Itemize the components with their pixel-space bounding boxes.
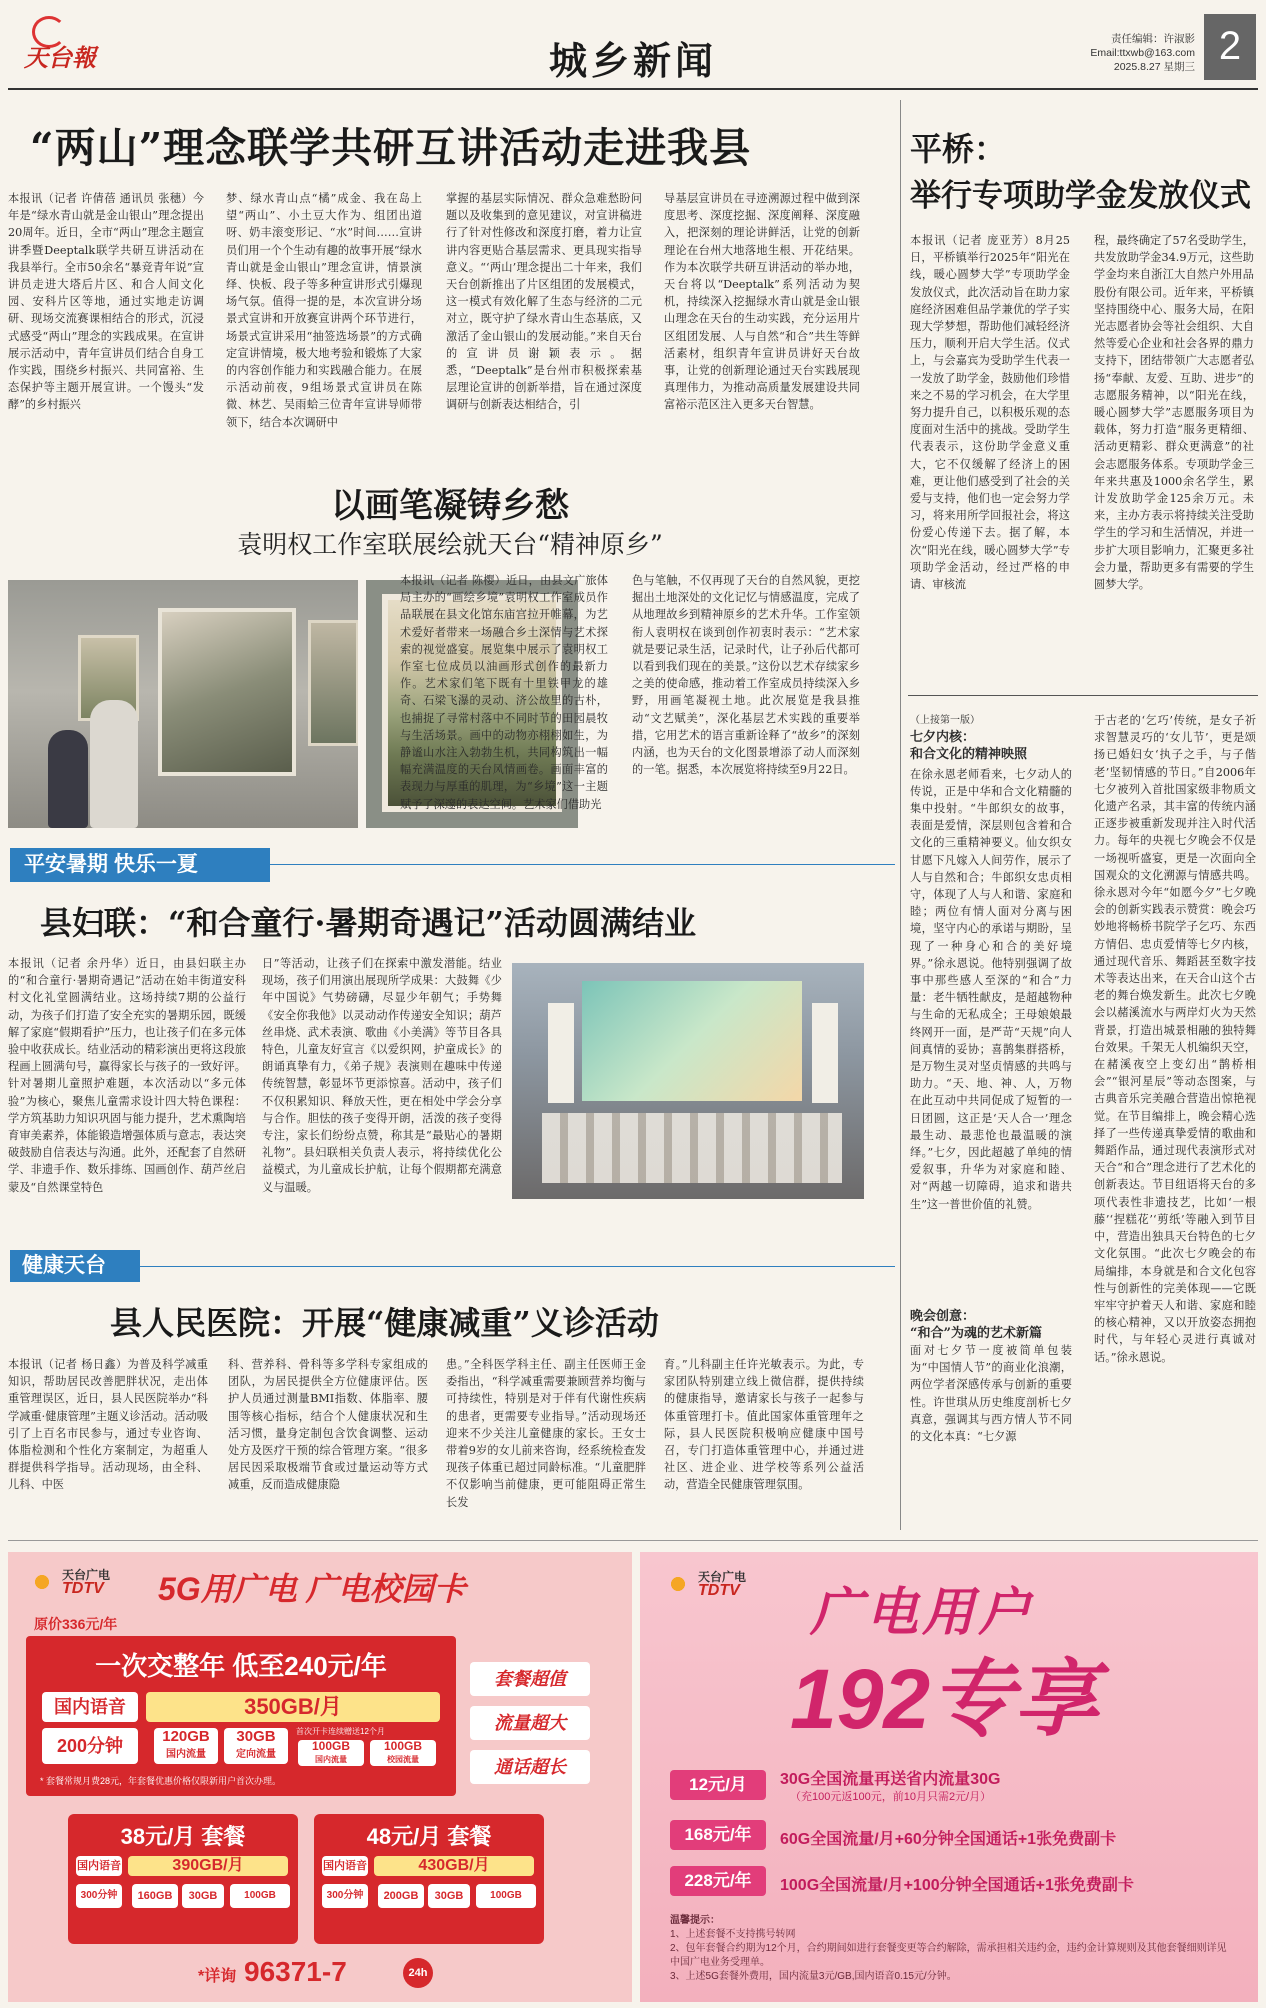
- bonus2: [370, 1740, 436, 1766]
- ad-left-original-price: 原价336元/年: [34, 1616, 118, 1632]
- subhead-qixi-core-b: 和合文化的精神映照: [910, 747, 1028, 763]
- article6-col3: 患。”全科医学科主任、副主任医师王金委指出，“科学减重需要兼顾营养均衡与可持续性，特别是对于伴有代谢性疾病的患者，更需要专业指导。”活动现场还迎来不少关注儿童健康的家长。王女士带着9岁的女儿前来咨询，经系统检查发现孩子体重已超过同龄标准。“儿童肥胖不仅影响当前健康，更可能阻碍正常生长发: [446, 1358, 646, 1509]
- ad-left-main-offer: 一次交整年 低至240元/年: [95, 1651, 387, 1681]
- article2-headline: 平桥：: [910, 130, 1007, 168]
- offer-row-1: [670, 1762, 1230, 1808]
- ad-right-brand: [664, 1566, 784, 1606]
- subhead-gala-b: “和合”为魂的艺术新篇: [910, 1325, 1042, 1341]
- hours-24-icon: 24h: [403, 1958, 433, 1988]
- article6-col2: 科、营养科、骨科等多学科专家组成的团队，为居民提供全方位健康评估。医护人员通过测量BMI指数、体脂率、腰围等核心指标，结合个人健康状况和生活习惯，量身定制包含饮食调整、运动处方及医疗干预的综合管理方案。“很多居民因采取极端节食或过量运动等方式减重，反而造成健康隐: [228, 1358, 428, 1492]
- performers-row: [542, 1113, 842, 1183]
- logo-text: 天台報: [24, 43, 96, 72]
- article2-bottom-rule: [908, 695, 1258, 696]
- masthead: [0, 0, 1266, 92]
- ad-left-brand-logo: TDTV: [62, 1580, 104, 1597]
- ad-right-brand-logo: TDTV: [698, 1582, 740, 1599]
- bonus-note: 首次开卡连续赠送12个月: [296, 1727, 385, 1736]
- masthead-info: [1075, 32, 1195, 74]
- ad-left-brand: [28, 1564, 148, 1604]
- plan48-title: 48元/月 套餐: [366, 1824, 492, 1849]
- plan48-voice: 300分钟: [322, 1884, 368, 1908]
- offer-3-desc: 100G全国流量/月+100分钟全国通话+1张免费副卡: [780, 1877, 1134, 1894]
- ad-right-title: 广电用户: [810, 1584, 1035, 1642]
- article6-headline: 县人民医院：开展“健康减重”义诊活动: [110, 1304, 659, 1342]
- plan48-card: [314, 1814, 544, 1944]
- notes-title: 温馨提示：: [670, 1915, 720, 1926]
- plan38-voice: 300分钟: [76, 1884, 122, 1908]
- article1-headline: “两山”理念联学共研互讲活动走进我县: [30, 124, 752, 172]
- ad-192-exclusive: [640, 1552, 1258, 2002]
- note-3: 3、上述5G套餐外费用，国内流量3元/GB,国内语音0.15元/分钟。: [670, 1971, 957, 1982]
- article1-col1: 本报讯（记者 许倩蓓 通讯员 张穗）今年是“绿水青山就是金山银山”理念提出20周年。近日，全市“两山”理念主题宣讲季暨Deeptalk联学共研互讲活动在我县举行。全市50余名“暴竞青年说”宣讲员走进大塔后片区、和合人间文化园、安科片区等地，通过实地走访调研、现场交流赛课相结合的形式，沉浸式感受“两山”理念的实践成果。在宣讲展示活动中，青年宣讲员们结合自身工作实践，围绕乡村振兴、共同富裕、生态保护等主题开展宣讲。一个馒头“发酵”的乡村振兴: [8, 192, 204, 412]
- subhead-gala: 晚会创意：: [910, 1308, 976, 1324]
- plan48-d1: 200GB: [378, 1884, 424, 1908]
- data1-value: 120GB: [162, 1728, 210, 1745]
- big-data-label: 350GB/月: [146, 1692, 440, 1722]
- gallery-photo: [8, 580, 358, 828]
- data2-label: 定向流量: [236, 1749, 276, 1760]
- hotline-number: 96371-7: [244, 1956, 347, 1987]
- offer-2-price: 168元/年: [670, 1820, 766, 1850]
- subhead-qixi-core: 七夕内核：: [910, 730, 976, 746]
- note-1: 1、上述套餐不支持携号转网: [670, 1929, 796, 1940]
- ad-left-small-note: * 套餐常规月费28元，年套餐优惠价格仅限新用户首次办理。: [40, 1776, 282, 1786]
- painting-right: [308, 620, 358, 746]
- ad-left-main-panel: [26, 1636, 456, 1796]
- ad-campus-card: [8, 1552, 632, 2002]
- masthead-rule: [8, 88, 1258, 90]
- health-rule: [140, 1266, 895, 1267]
- article6-col1: 本报讯（记者 杨日鑫）为普及科学减重知识，帮助居民改善肥胖状况，走出体重管理误区，近日，县人民医院举办“科学减重·健康管理”主题义诊活动。活动吸引了上百名市民参与，通过专业咨询、体脂检测和个性化方案制定，为超重人群提供科学指导。活动现场，由全科、儿科、中医: [8, 1358, 208, 1492]
- hotline-label: *详询: [198, 1968, 237, 1985]
- article2-col1: 本报讯（记者 庞亚芳）8月25日，平桥镇举行2025年“阳光在线，暖心圆梦大学”专项助学金发放仪式，此次活动旨在助力家庭经济困难但品学兼优的学子实现大学梦想，帮助他们减轻经济压力，顺利开启大学生活。仪式上，与会嘉宾为受助学生代表一一发放了助学金，鼓励他们珍惜来之不易的学习机会，在大学里努力提升自己，以积极乐观的态度面对生活中的挑战。受助学生代表表示，这份助学金意义重大，它不仅缓解了经济上的困难，更让他们感受到了社会的关爱与支持，他们也一定会努力学习，将来用所学回报社会，将这份爱心传递下去。据了解，本次“阳光在线，暖心圆梦大学”专项助学金活动，经过严格的申请、审核流: [910, 234, 1070, 592]
- note-2: 2、包年套餐合约期为12个月，合约期间如进行套餐变更等合约解除，需承担相关违约金，违约金计算规则及其他套餐细则详见中国广电业务受理单。: [670, 1943, 1227, 1968]
- hotline: [198, 1956, 347, 1988]
- article5-headline: 县妇联：“和合童行·暑期奇遇记”活动圆满结业: [40, 904, 696, 942]
- offer-row-2: [670, 1814, 1230, 1854]
- ads-top-rule: [8, 1540, 1258, 1541]
- data1: [154, 1728, 218, 1764]
- article3-subhead: 袁明权工作室联展绘就天台“精神原乡”: [237, 530, 663, 559]
- page-number: 2: [1204, 14, 1256, 80]
- article4-col2: 于古老的‘乞巧’传统，是女子祈求智慧灵巧的‘女儿节’，更是颂扬已婚妇女‘执子之手，与子偕老’坚韧情感的节日。”自2006年七夕被列入首批国家级非物质文化遗产名录，其丰富的传统内涵正逐步被重新发现并注入时代活力。每年的央视七夕晚会不仅是一场视听盛宴，更是一次面向全国观众的文化溯源与情感共鸣。徐永恩对今年“如愿今夕”七夕晚会的创新实践表示赞赏：晚会巧妙地将畅桥书院学子乞巧、东西方情侣、忠贞爱情等七夕内核，通过现代音乐、舞蹈甚至数字技术等表达出来，在天合山这个古老的舞台焕发新生。此次七夕晚会以赭溪流水与两岸灯火为天然背景，打造出城景相融的独特舞台效果。千架无人机编织天空，在赭溪夜空上变幻出“鹊桥相会”“银河星辰”等动态图案，与古典音乐完美融合营造出惊艳视觉。在节目编排上，晚会精心选择了一些传递真挚爱情的歌曲和舞蹈作品，通过现代表演形式对天合“和合”理念进行了艺术化的创新表达。节目纽语将天台的多项代表性非遗技艺，比如‘一根藤’‘捏糕花’‘剪纸’等融入到节目中，营造出独具天台特色的七夕文化氛围。“此次七夕晚会的布局编排，本身就是和合文化包容性与创新性的完美体现——它既牢牢守护着天人和谐、家庭和睦的核心精神，又以开放姿态拥抱时代，与年轻心灵进行真诚对话。”徐永恩说。: [1094, 714, 1256, 1364]
- ad-right-big: 192专享: [790, 1652, 1099, 1746]
- bonus2-label: 校园流量: [387, 1755, 419, 1764]
- data1-label: 国内流量: [166, 1749, 206, 1760]
- plan38-d1: 160GB: [132, 1884, 178, 1908]
- bonus1: [298, 1740, 364, 1766]
- bonus1-label: 国内流量: [315, 1755, 347, 1764]
- plan38-bonus: 100GB: [230, 1884, 290, 1908]
- plan38-card: [68, 1814, 298, 1944]
- article4-col1-text: 在徐永恩老师看来，七夕动人的传说，正是中华和合文化精髓的集中投射。“牛郎织女的故事，表面是爱情，深层则包含着和合文化的三重精神要义。仙女织女甘愿下凡嫁入人间劳作，展示了人与自然和合；牛郎织女忠贞相守，体现了人与人和谐、家庭和睦；两位有情人面对分离与困境，坚守内心的承诺与期盼，呈现了一种身心和合的美好境界。”徐永恩说。他特别强调了故事中那些感人至深的“和合”力量：老牛牺牲献皮，是超越物种与生命的无私成全；王母娘娘最终网开一面，是严苛“天规”向人间真情的妥协；喜鹊集群搭桥，是万物生灵对坚贞情感的共鸣与助力。“天、地、神、人，万物在此互动中共同促成了短暂的一日团圆，这正是‘天人合一’理念最生动、最悲怆也最温暖的演绎。”七夕，因此超越了单纯的情爱叙事，升华为对家庭和睦、对“两越一切障碍，追求和谐共生”这一普世价值的礼赞。: [910, 767, 1072, 1211]
- editor-email: Email:ttxwb@163.com: [1090, 47, 1195, 59]
- editor-name: 责任编辑：许淑影: [1111, 33, 1195, 45]
- vertical-divider: [900, 100, 901, 1530]
- plan48-bonus: 100GB: [476, 1884, 536, 1908]
- badge-data: 流量超大: [470, 1706, 590, 1740]
- ad-right-brand-name: 天台广电: [698, 1570, 747, 1584]
- section-title: 城乡新闻: [548, 38, 717, 83]
- badge-voice: 通话超长: [470, 1750, 590, 1784]
- section-tag-summer: 平安暑期 快乐一夏: [10, 848, 270, 882]
- stage-banner-right: [812, 1003, 838, 1103]
- article3-col1: 本报讯（记者 陈樱）近日，由县文广旅体局主办的“画绘乡境”袁明权工作室成员作品联展在县文化馆东庙宫拉开帷幕，为艺术爱好者带来一场融合乡土深情与艺术探索的视觉盛宴。展览集中展示了袁明权工作室七位成员以油画形式创作的最新力作。艺术家们笔下既有十里铁甲龙的雄奇、石梁飞瀑的灵动、济公故里的古朴，也捕捉了寻常村落中不同时节的田园晨牧与生活场景。画中的动物亦栩栩如生，为静谧山水注入勃勃生机，共同构筑出一幅幅充满温度的天台风情画卷。画面丰富的表现力与厚重的肌理，为“乡境”这一主题赋予了深邃的表达空间。艺术家们借助光: [400, 574, 608, 811]
- tdtv-star-icon: [28, 1568, 56, 1596]
- offer-row-3: [670, 1860, 1230, 1900]
- article1-col4: 导基层宣讲员在寻迹溯源过程中做到深度思考、深度挖掘、深度阐释、深度融入，把深刻的理论讲鲜活，让党的创新理论在台州大地落地生根、开花结果。作为本次联学共研互讲活动的举办地，天台将以“Deeptalk”系列活动为契机，持续深入挖掘绿水青山就是金山银山理念在天台的生动实践，充分运用片区组团发展、人与自然“和合”共生等鲜活素材，组织青年宣讲员讲好天台故事，让党的创新理论通过天台实践展现真理伟力，为推动高质量发展建设共同富裕示范区注入更多天台智慧。: [664, 192, 860, 412]
- bonus2-value: 100GB: [383, 1739, 423, 1753]
- offer-1-desc: 30G全国流量再送省内流量30G: [780, 1771, 1001, 1788]
- offer-1-sub: （充100元返100元，前10月只需2元/月）: [790, 1791, 992, 1803]
- domestic-voice-label: 国内语音: [42, 1692, 138, 1722]
- article5-col1: 本报讯（记者 余丹华）近日，由县妇联主办的“和合童行·暑期奇遇记”活动在始丰街道安科村文化礼堂圆满结业。这场持续7期的公益行动，为孩子们打造了安全充实的暑期乐园，既缓解了家庭“假期看护”压力，也让孩子们在多元体验中收获成长。结业活动的精彩演出更将这段旅程画上圆满句号，赢得家长与孩子的一致好评。针对暑期儿童照护难题，本次活动以“多元体验”为核心，聚焦儿童需求设计四大特色课程：学方筑基助力知识巩固与能力提升，艺术熏陶培育审美素养，体能锻造增强体质与意志，表达突破鼓励自信表达与沟通。此外，还配套了自然研学、非遗手作、数乐排练、国画创作、葫芦丝启蒙及“自然课堂特色: [8, 957, 246, 1194]
- ad-left-title: 5G用广电 广电校园卡: [158, 1571, 466, 1607]
- visitor-child: [48, 730, 88, 828]
- tdtv-star-icon-right: [664, 1570, 692, 1598]
- data2-value: 30GB: [236, 1728, 276, 1745]
- plan38-voice-label: 国内语音: [76, 1856, 122, 1876]
- plan48-data: 430GB/月: [374, 1856, 534, 1876]
- offer-1-price: 12元/月: [670, 1770, 766, 1800]
- offer-2-desc: 60G全国流量/月+60分钟全国通话+1张免费副卡: [780, 1831, 1117, 1848]
- jump-note: （上接第一版）: [910, 715, 980, 726]
- performance-photo: [512, 963, 864, 1199]
- article5-col2: 日”等活动，让孩子们在探索中激发潜能。结业现场，孩子们用演出展现所学成果：大鼓舞《少年中国说》气势磅礴，尽显少年朝气；手势舞《安全你我他》以灵动动作传递安全知识；葫芦丝串烧、武术表演、歌曲《小美满》等节目各具特色，儿童友好宣言《以爱织网，护童成长》的朗诵真挚有力，《弟子规》表演则在趣味中传递传统智慧，彰显坏节更添惊喜。活动中，孩子们不仅积累知识、释放天性，更在相处中学会分享与合作。胆怯的孩子变得开朗，活泼的孩子变得专注，家长们纷纷点赞，称其是“最贴心的暑期礼物”。县妇联相关负责人表示，将持续优化公益模式，为儿童成长护航，让每个假期都充满意义与温暖。: [262, 957, 502, 1194]
- plan38-title: 38元/月 套餐: [120, 1824, 246, 1849]
- voice-minutes: 200分钟: [42, 1728, 138, 1764]
- ad-right-notes: [670, 1914, 1230, 1984]
- plan38-data: 390GB/月: [128, 1856, 288, 1876]
- article4-col1: [910, 712, 1072, 1528]
- article1-col2: 梦、绿水青山点“橘”成金、我在岛上望“两山”、小土豆大作为、组团出道呀、奶丰滚变形记、“水”时间……宣讲员们用一个个生动有趣的故事开展“绿水青山就是金山银山”理念宣讲，情景演绎、快板、段子等多种宣讲形式引爆现场气氛。值得一提的是，本次宣讲分场景式宣讲和开放赛宣讲两个环节进行，场景式宣讲采用“抽签选场景”的方式确定宣讲情境，极大地考验和锻炼了大家的内容创作能力和实践融合能力。在展示活动前夜，9组场景式宣讲员在陈微、林艺、吴雨蛤三位青年宣讲导师带领下，结合本次调研中: [226, 192, 422, 429]
- ad-left-brand-name: 天台广电: [62, 1568, 111, 1582]
- summer-rule: [270, 864, 895, 865]
- stage-screen: [582, 981, 802, 1101]
- data2: [224, 1728, 288, 1764]
- badge-value: 套餐超值: [470, 1662, 590, 1696]
- article2-subhead: 举行专项助学金发放仪式: [910, 178, 1251, 214]
- article1-col3: 掌握的基层实际情况、群众急难愁盼问题以及收集到的意见建议，对宣讲稿进行了针对性修改和深度打磨，着力让宣讲内容更贴合基层需求、更具现实指导意义。“‘两山’理念提出二十年来，我们天台创新推出了片区组团的发展模式，这一模式有效化解了生态与经济的二元对立，既守护了绿水青山生态基底，又激活了金山银山的发展动能。”来自天台的宣讲员谢颖表示。据悉，“Deeptalk”是台州市积极探索基层理论宣讲的创新举措，旨在通过深度调研与创新表达相结合，引: [446, 192, 642, 412]
- article3-headline: 以画笔凝铸乡愁: [331, 486, 569, 526]
- plan48-d2: 30GB: [428, 1884, 470, 1908]
- offer-3-price: 228元/年: [670, 1866, 766, 1896]
- article6-col4: 育。”儿科副主任许光敏表示。为此，专家团队特别建立线上微信群，提供持续的健康指导，邀请家长与孩子一起参与体重管理打卡。值此国家体重管理年之际，县人民医院积极响应健康中国号召，专门打造体重管理中心，并通过进社区、进企业、进学校等系列公益活动，营造全民健康管理氛围。: [664, 1358, 864, 1492]
- bonus1-value: 100GB: [311, 1739, 351, 1753]
- plan38-d2: 30GB: [182, 1884, 224, 1908]
- issue-date: 2025.8.27 星期三: [1113, 61, 1195, 73]
- article2-col2: 程，最终确定了57名受助学生，共发放助学金34.9万元，这些助学金均来自浙江大自然户外用品股份有限公司。近年来，平桥镇坚持围绕中心、服务大局，在阳光志愿者协会等社会组织、大自然等爱心企业和社会各界的鼎力支持下，团结带领广大志愿者弘扬“奉献、友爱、互助、进步”的志愿服务精神，以“阳光在线，暖心圆梦大学”志愿服务项目为载体，努力打造“服务更精细、活动更精彩、群众更满意”的社会志愿服务体系。专项助学金三年来共惠及1000余名学生，累计发放助学金125余万元。未来，主办方表示将持续关注受助学生的学习和生活情况，并进一步扩大项目影响力，汇聚更多社会力量，帮助更多有需要的学生圆梦大学。: [1094, 234, 1254, 592]
- painting-large: [158, 608, 296, 776]
- visitor-adult: [90, 700, 138, 828]
- article4-col1b-text: 面对七夕节一度被简单包装为“中国情人节”的商业化浪潮，两位学者深感传承与创新的重要性。许世琪从历史维度剖析七夕真意，强调其与西方情人节不同的文化本真：“七夕源: [910, 1344, 1072, 1444]
- plan48-voice-label: 国内语音: [322, 1856, 368, 1876]
- stage-banner-left: [548, 1003, 574, 1103]
- article3-col2: 色与笔触，不仅再现了天台的自然风貌，更挖掘出土地深处的文化记忆与情感温度，完成了从地理故乡到精神原乡的艺术升华。工作室领衔人袁明权在谈到创作初衷时表示：“艺术家就是要记录生活，记录时代，让子孙后代都可以看到我们现在的美景。”这份以艺术存续家乡之美的使命感，推动着工作室成员持续深入乡野，用画笔凝视土地。此次展览是我县推动“文艺赋美”，深化基层艺术实践的重要举措，它用艺术的语言重新诠释了“故乡”的深刻内涵，也为天台的文化图景增添了动人而深刻的一笔。据悉，本次展览将持续至9月22日。: [632, 574, 860, 777]
- section-tag-health: 健康天台: [10, 1250, 140, 1282]
